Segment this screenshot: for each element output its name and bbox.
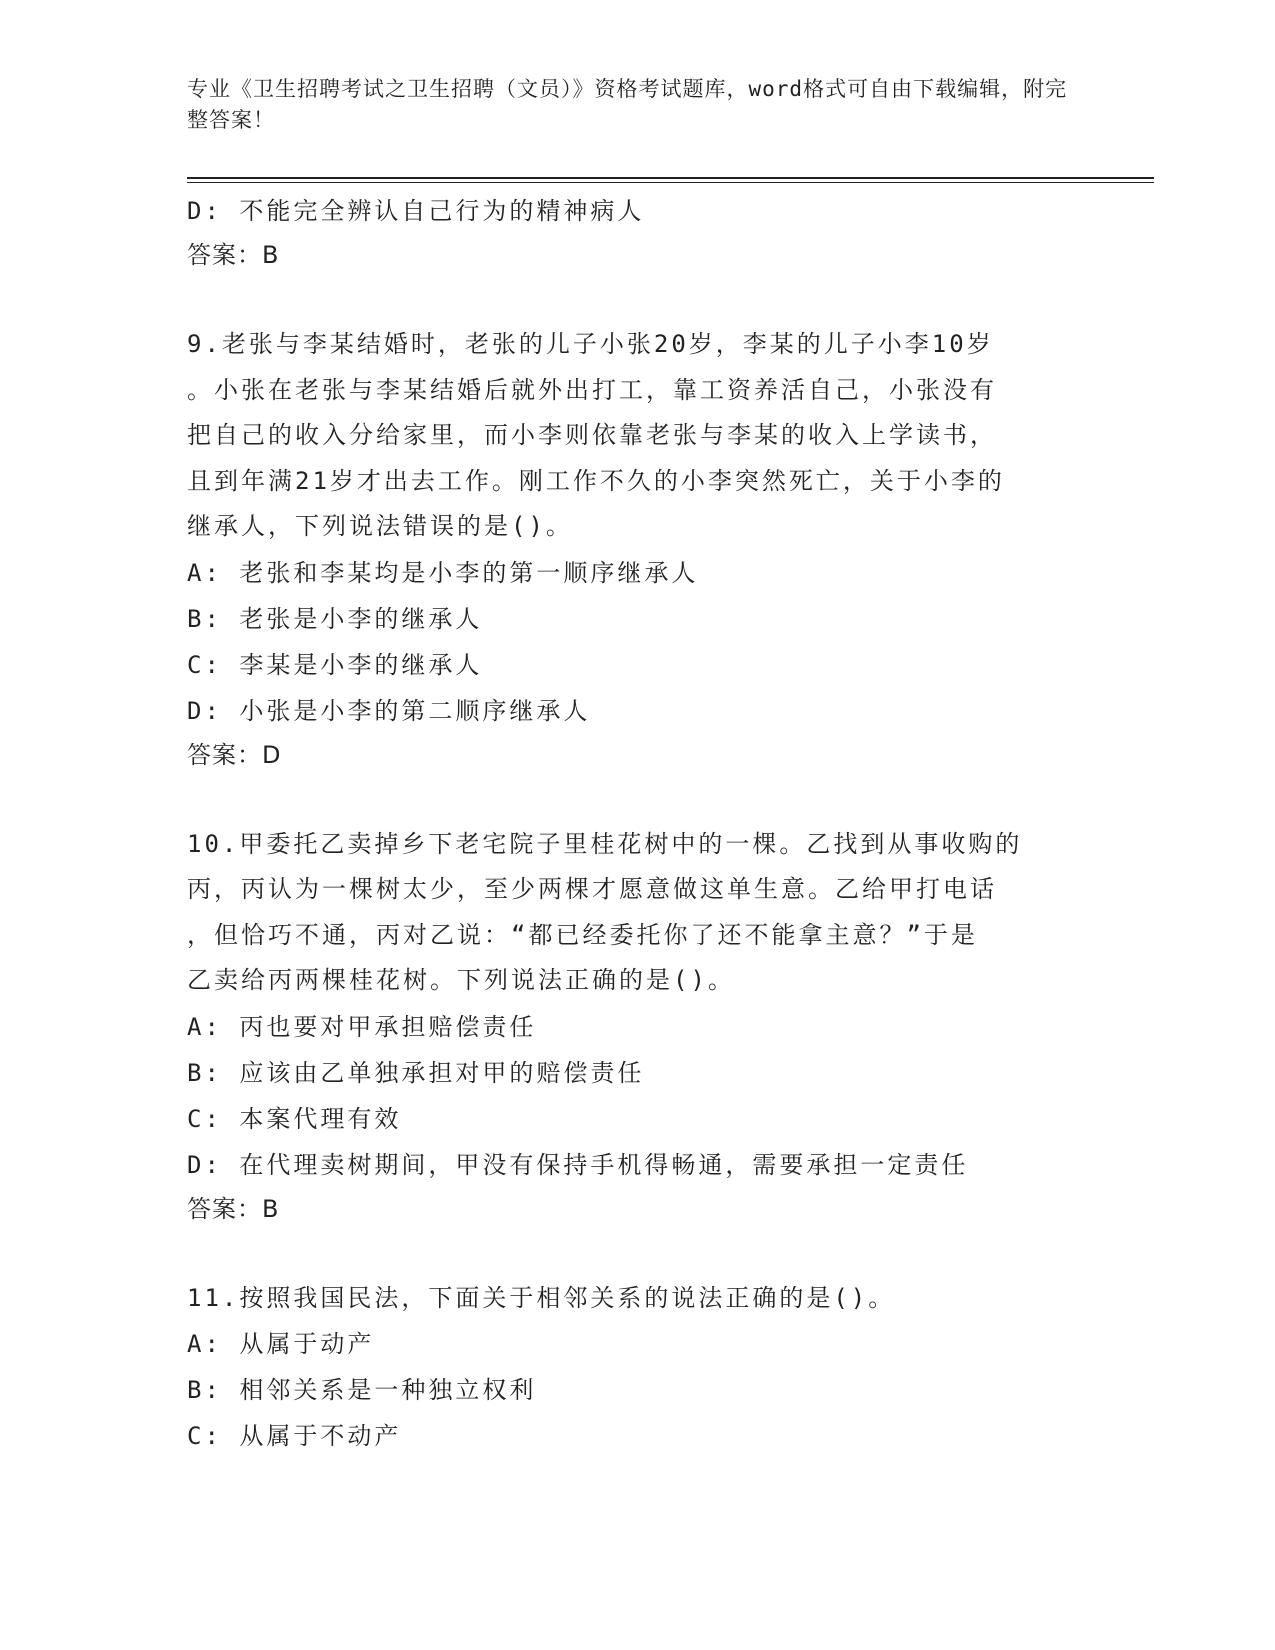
option-letter: D: xyxy=(187,197,222,225)
option-item xyxy=(187,1413,1087,1459)
option-letter: A: xyxy=(187,1330,222,1358)
option-item xyxy=(187,596,1087,642)
option-text: 小张是小李的第二顺序继承人 xyxy=(239,696,591,725)
question-text: 9.老张与李某结婚时，老张的儿子小张20岁，李某的儿子小李10岁 。小张在老张与李某结婚后就外出打工，靠工资养活自己，小张没有 把自己的收入分给家里，而小李则依靠老张与李某的收入上学读书， 且到年满21岁才出去工作。刚工作不久的小李突然死亡，关于小李的 继承人，下列说法错误的是()。 xyxy=(187,330,1005,540)
question-text: 11.按照我国民法，下面关于相邻关系的说法正确的是()。 xyxy=(187,1283,896,1312)
header-divider-thick xyxy=(187,177,1154,179)
question-block xyxy=(187,822,1087,1230)
answer-line: 答案：B xyxy=(187,1194,280,1223)
header-text: 专业《卫生招聘考试之卫生招聘（文员）》资格考试题库，word格式可自由下载编辑，附完整答案！ xyxy=(187,77,1068,132)
option-item xyxy=(187,1050,1087,1096)
option-item xyxy=(187,688,1087,734)
answer-line: 答案：B xyxy=(187,241,280,269)
question-text: 10.甲委托乙卖掉乡下老宅院子里桂花树中的一棵。乙找到从事收购的 丙，丙认为一棵树太少，至少两棵才愿意做这单生意。乙给甲打电话 ，但恰巧不通，丙对乙说：“都已经委托你了还不能拿主意？”于是 乙卖给丙两棵桂花树。下列说法正确的是()。 xyxy=(187,829,1023,994)
option-letter: C: xyxy=(187,650,222,679)
option-item xyxy=(187,642,1087,688)
question-list xyxy=(187,188,1087,1459)
option-letter: D: xyxy=(187,1150,222,1179)
option-letter: C: xyxy=(187,1422,222,1450)
option-item xyxy=(187,1004,1087,1050)
option-item xyxy=(187,188,1087,234)
option-text: 应该由乙单独承担对甲的赔偿责任 xyxy=(239,1058,645,1087)
option-letter: A: xyxy=(187,1012,222,1041)
question-block xyxy=(187,322,1087,776)
option-letter: D: xyxy=(187,696,222,725)
option-letter: B: xyxy=(187,604,222,633)
option-text: 相邻关系是一种独立权利 xyxy=(239,1376,537,1404)
option-text: 从属于动产 xyxy=(239,1330,375,1358)
option-text: 本案代理有效 xyxy=(239,1104,402,1133)
question-block xyxy=(187,1276,1087,1460)
option-letter: C: xyxy=(187,1104,222,1133)
document-header xyxy=(187,74,1087,136)
option-text: 李某是小李的继承人 xyxy=(239,650,483,679)
option-item xyxy=(187,1142,1087,1188)
option-letter: B: xyxy=(187,1376,222,1404)
option-text: 丙也要对甲承担赔偿责任 xyxy=(239,1012,537,1041)
option-text: 不能完全辨认自己行为的精神病人 xyxy=(239,197,645,225)
option-item xyxy=(187,1367,1087,1413)
option-item xyxy=(187,550,1087,596)
option-item xyxy=(187,1096,1087,1142)
header-divider-thin xyxy=(187,182,1154,183)
option-text: 老张是小李的继承人 xyxy=(239,604,483,633)
option-text: 老张和李某均是小李的第一顺序继承人 xyxy=(239,558,699,587)
option-text: 从属于不动产 xyxy=(239,1422,402,1450)
option-item xyxy=(187,1321,1087,1367)
option-letter: A: xyxy=(187,558,222,587)
answer-line: 答案：D xyxy=(187,740,282,769)
option-letter: B: xyxy=(187,1058,222,1087)
option-text: 在代理卖树期间，甲没有保持手机得畅通，需要承担一定责任 xyxy=(239,1150,969,1179)
